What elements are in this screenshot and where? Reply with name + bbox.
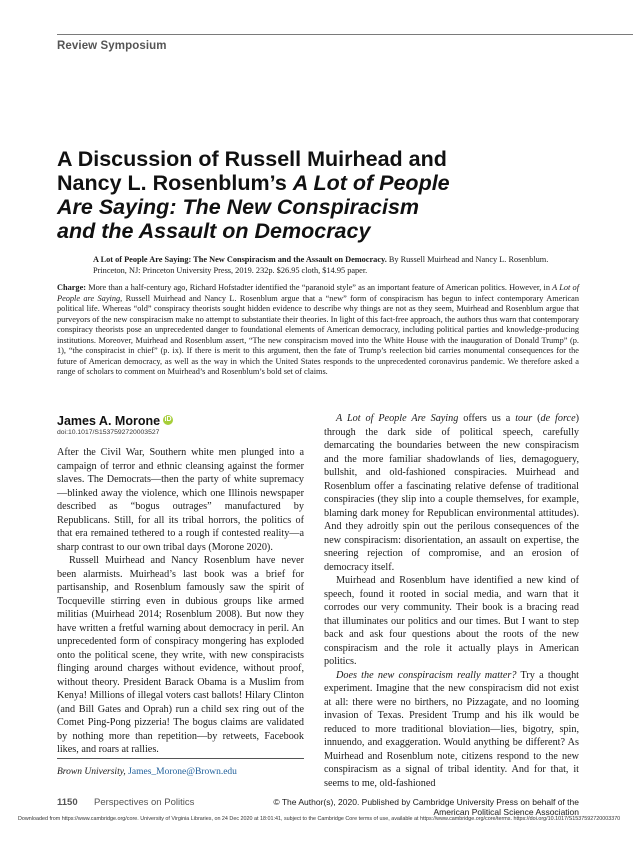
journal-name: Perspectives on Politics — [94, 797, 195, 808]
copyright-notice: © The Author(s), 2020. Published by Cambridge University Press on behalf of the American Political Science Association — [273, 797, 579, 817]
paragraph: Russell Muirhead and Nancy Rosenblum have never been alarmists. Muirhead’s last book was a brief for partisanship, and Rosenblum famously saw the spirit of Tocqueville stirring even in dubious groups like armed militias (Muirhead 2014; Rosenblum 2008). But now they have written a fretful warning about democracy in peril. An unprecedented form of conspiracy mongering has exploded onto the political scene, they write, with new conspiracists flinging around charges without evidence, without proof, without theory. President Barack Obama is a Muslim from Kenya! Millions of illegal voters cast ballots! Hilary Clinton (and Bill Gates and Oprah) run a child sex ring out of the Comet Ping-Pong pizzeria! The bogus claims are validated by nothing more than repetition—by retweets, Facebook likes, and roars at rallies. — [57, 555, 304, 755]
affiliation-rule — [57, 758, 304, 759]
section-label: Review Symposium — [57, 40, 167, 52]
charge-label: Charge: — [57, 283, 87, 292]
left-column — [57, 446, 304, 757]
article-title — [57, 147, 577, 243]
author-name: James A. Morone — [57, 414, 161, 428]
paragraph: Does the new conspiracism really matter? Try a thought experiment. Imagine that the new conspiracism did not exist at all: there were no birthers, no Pizzagate, and no looming invasion of Texas. President Trump and his ilk would be reduced to more traditional bloviation—lies, bigotry, spin, innuendo, and exaggeration. Would anything be different? As Muirhead and Rosenblum note, citizens respond to the new conspiracism as a signal of tribal identity. And for that, it seems to me, old-fashioned — [324, 669, 579, 789]
title-italic-book: A Lot of People — [292, 171, 450, 195]
book-title: A Lot of People Are Saying: The New Conspiracism and the Assault on Democracy. — [93, 255, 387, 264]
download-notice: Downloaded from https://www.cambridge.org/core. University of Virginia Libraries, on 24 Dec 2020 at 18:01:41, subject to the Cambridge Core terms of use, available at https://www.cambridge.org/core/terms. https://doi.org/10.1017/S1537592720003370 — [18, 816, 621, 822]
book-reference — [93, 254, 553, 276]
title-line-3: Are Saying: The New Conspiracism — [57, 195, 420, 219]
author-affiliation: Brown University, James_Morone@Brown.edu — [57, 767, 237, 777]
paragraph: After the Civil War, Southern white men plunged into a campaign of terror and ethnic cleansing against the former slaves. The Democrats—then the party of white supremacy—blinked away the violence, which one Illinois newspaper described as “bogus outrages” manufactured by Republicans. Still, for all its tribal horrors, the politics of that era remained tethered to a rough if contested reality—a sharp contrast to our own tribal days (Morone 2020). — [57, 447, 304, 553]
paragraph: Muirhead and Rosenblum have identified a new kind of speech, found it rooted in social media, and warn that it corrodes our very community. Their book is a bracing read that illuminates our politics and our times. But I want to step back and ask four questions about the roots of the new conspiracism and the role it actually plays in American politics. — [324, 575, 579, 667]
book-details: By Russell Muirhead and Nancy L. Rosenblum. Princeton, NJ: Princeton University Press, 2019. 232p. $26.95 cloth, $14.95 paper. — [93, 255, 549, 275]
orcid-icon[interactable]: iD — [164, 416, 172, 423]
title-line-2: Nancy L. Rosenblum’s A Lot of People — [57, 171, 450, 195]
symposium-charge: Charge: More than a half-century ago, Richard Hofstadter identified the “paranoid style” as an important feature of American politics. However, in A Lot of People are Saying, Russell Muirhead and Nancy L. Rosenblum argue that a “new” form of conspiracism has begun to infect contemporary American political life. Whereas “old” conspiracy theorists sought hidden evidence to describe why things are not as they seem, Muirhead and Rosenblum argue that purveyors of the new conspiracism make no attempt to substantiate their theories. In light of this fact-free approach, the authors thus warn that contemporary conspiracy theorists pose an unprecedented danger to foundational elements of American democracy, including political parties and knowledge-producing institutions. Moreover, Muirhead and Rosenblum assert, “The new conspiracism moved into the White House with the inauguration of Donald Trump” (p. 1), “the conspiracist in chief” (p. ix). If there is merit to this argument, then the fate of Trump’s reelection bid carries monumental consequences for the future of American democracy, as well as the way in which the United States responds to the unprecedented coronavirus pandemic. We therefore asked a range of scholars to comment on Muirhead’s and Rosenblum’s bold set of claims. — [57, 283, 579, 376]
title-line-4: and the Assault on Democracy — [57, 219, 371, 243]
page-number: 1150 — [57, 797, 78, 808]
doi-link[interactable]: doi:10.1017/S1537592720003527 — [57, 429, 160, 436]
right-column — [324, 412, 579, 790]
email-link[interactable]: James_Morone@Brown.edu — [125, 767, 237, 777]
title-line-1: A Discussion of Russell Muirhead and — [57, 147, 447, 171]
paragraph: A Lot of People Are Saying offers us a tour (de force) through the dark side of political speech, carefully demarcating the boundaries between the new conspiracism and the more familiar shadowlands of lies, demagoguery, bullshit, and old-fashioned conspiracies. Muirhead and Rosenblum offer a fascinating relative defense of traditional conspiracies (they slip into a couple themselves, for example, blaming dark money for Republican environmental attitudes). And they adroitly spin out the perilous consequences of the new conspiracism: disorientation, an assault on expertise, the sneering rejection of compromise, and an erosion of democracy itself. — [324, 413, 579, 573]
header-rule — [57, 34, 633, 35]
